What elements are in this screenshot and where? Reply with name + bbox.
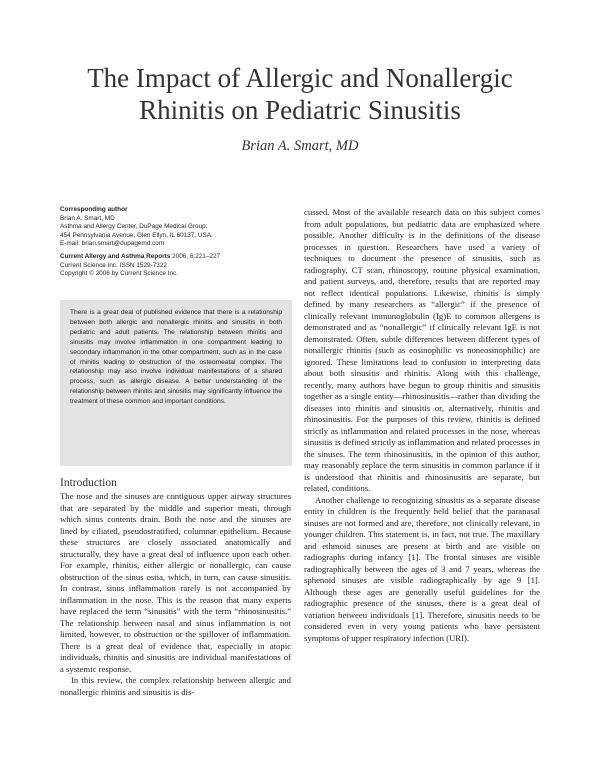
author-info-line: Brian A. Smart, MD [60,214,115,222]
title-line-2: Rhinitis on Pediatric Sinusitis [139,95,461,125]
publisher-line: Current Science Inc. ISSN 1529-7322 [60,261,167,269]
body-paragraph: Another challenge to recognizing sinusitis as a separate disease entity in children is the frequently held belief that the paranasal sinuses are not formed and are, therefore, not clinically relevant, in younger children. This statement is, in fact, not true. The maxillary and ethmoid sinuses are present at birth and are visible on radiographs during infancy [1]. The frontal sinuses are visible radiographically between the ages of 3 and 7 years, whereas the sphenoid sinuses are visible radiographically by age 9 [1]. Although these ages are generally useful guidelines for the radiographic presence of the sinuses, there is a great deal of variation between individuals [1]. Therefore, sinusitis needs to be considered even in very young patients who have persistent symptoms of upper respiratory infection (URI). [304,494,540,643]
body-column-left [60,491,291,698]
abstract-box: There is a great deal of published evidence that there is a relationship between both allergic and nonallergic rhinitis and sinusitis in both pediatric and adult patients. The relationship between rhinitis and sinusitis may involve inflammation in one compartment leading to secondary inflammation in the other compartment, such as in the case of rhinitis leading to obstruction of the osteomeatal complex. The relationship may also involve individual manifestations of a shared process, such as allergic disease. A better understanding of the relationship between rhinitis and sinusitis may significantly influence the treatment of these common and important conditions. [60,300,292,466]
author-info [60,206,292,279]
citation-line [60,253,292,262]
body-column-right [304,207,540,644]
citation: 2006, 6:221–227 [170,252,221,260]
journal-name: Current Allergy and Asthma Reports [60,252,171,260]
body-paragraph: The nose and the sinuses are contiguous upper airway structures that are separated by the middle and superior meati, through which sinus contents drain. Both the nose and the sinuses are lined by ciliated, pseudostratified, columnar epithelium. Because these structures are closely associated anatomically and structurally, they have a great deal of influence upon each other. For example, rhinitis, either allergic or nonallergic, can cause obstruction of the sinus ostia, which, in turn, can cause sinusitis. In contrast, sinus inflammation rarely is not accompanied by inflammation in the nose. This is the reason that many experts have replaced the term “sinusitis” with the term “rhinosinusitis.” The relationship between nasal and sinus inflammation is not limited, however, to obstruction or the spillover of inflammation. There is a great deal of evidence that, especially in atopic individuals, rhinitis and sinusitis are individual manifestations of a systemic response. [60,491,291,674]
copyright-line: Copyright © 2006 by Current Science Inc. [60,270,179,278]
body-paragraph: cussed. Most of the available research data on this subject comes from adult populations, but pediatric data are emphasized where possible. Another difficulty is in the definitions of the disease processes in question. Researchers have used a variety of techniques to document the presence of sinusitis, such as radiography, CT scan, rhinoscopy, routine physical examination, and patient surveys, and, therefore, results that are reported may not reflect identical populations. Likewise, rhinitis is simply defined by many researchers as “allergic” if the presence of clinically relevant immunoglobulin (Ig)E to common allergens is demonstrated and as “nonallergic” if clinically relevant IgE is not demonstrated. Often, subtle differences between different types of nonallergic rhinitis (such as eosinophilic vs noneosinophilic) are ignored. These limitations lead to confusion in interpreting data about both sinusitis and rhinitis. Along with this challenge, recently, many authors have begun to group rhinitis and sinusitis together as a single entity—rhinosinusitis—rather than dividing the diseases into rhinitis and sinusitis or, alternatively, rhinitis and rhinosinusitis. For the purposes of this review, rhinitis is defined strictly as inflammation and related processes in the nose, whereas sinusitis is defined strictly as inflammation and related processes in the sinuses. The term rhinosinusitis, in the opinion of this author, may reasonably replace the term sinusitis in common parlance if it is understood that rhinitis and rhinosinusitis are separate, but related, conditions. [304,207,540,493]
body-paragraph: In this review, the complex relationship between allergic and nonallergic rhinitis and sinusitis is dis- [60,675,291,697]
author-info-line: 454 Pennsylvania Avenue, Glen Ellyn, IL 60137, USA. [60,231,213,239]
corresponding-author-heading: Corresponding author [60,206,128,213]
author-email: E-mail: brian.smart@dupagemd.com [60,240,165,248]
title-line-1: The Impact of Allergic and Nonallergic [87,63,513,93]
author-info-line: Asthma and Allergy Center, DuPage Medical Group, [60,223,208,231]
author-name: Brian A. Smart, MD [241,138,359,154]
introduction-heading: Introduction [60,477,117,489]
article-title [40,62,560,126]
